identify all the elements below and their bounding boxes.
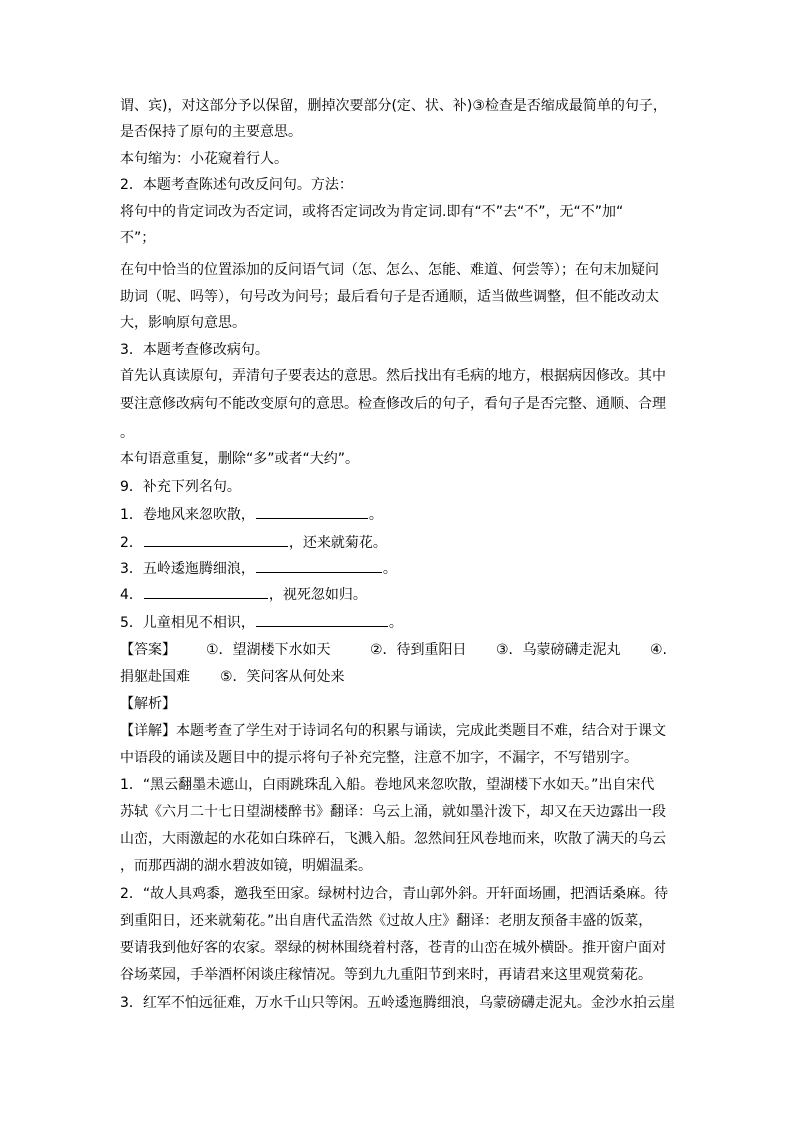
question-text: ，还来就菊花。 <box>288 535 387 551</box>
question-text: 1．卷地风来忽吹散， <box>120 507 255 523</box>
answer-blank <box>144 584 268 599</box>
text-line: 中语段的诵读及题目中的提示将句子补充完整，注意不加字，不漏字，不写错别字。 <box>120 750 638 766</box>
answer-item: ④. <box>650 642 668 658</box>
question-text: ，视死忽如归。 <box>268 587 367 603</box>
fill-question-5 <box>120 612 680 633</box>
question-text: 3．五岭逶迤腾细浪， <box>120 561 255 577</box>
answer-row <box>120 640 680 660</box>
fill-question-4 <box>120 584 680 605</box>
answer-item: ①．望湖楼下水如天 <box>206 642 331 658</box>
text-line: 【详解】本题考查了学生对于诗词名句的积累与诵读，完成此类题目不难，结合对于课文 <box>120 723 666 739</box>
text-line: 是否保持了原句的主要意思。 <box>120 124 302 140</box>
fill-question-3 <box>120 558 680 579</box>
text-line: 在句中恰当的位置添加的反问语气词（怎、怎么、怎能、难道、何尝等）；在句末加疑问 <box>120 262 659 278</box>
text-line: 3．红军不怕远征难，万水千山只等闲。五岭逶迤腾细浪，乌蒙磅礴走泥丸。金沙水拍云崖 <box>120 995 675 1011</box>
text-line: 2．本题考查陈述句改反问句。方法： <box>120 177 353 193</box>
answer-item: 捐躯赴国难 <box>120 669 190 685</box>
text-line: 大，影响原句意思。 <box>120 315 246 331</box>
question-title: 9．补充下列名句。 <box>120 479 241 495</box>
text-line: 要注意修改病句不能改变原句的意思。检查修改后的句子，看句子是否完整、通顺、合理 <box>120 396 666 412</box>
text-line: 山峦，大雨激起的水花如白珠碎石，飞溅入船。忽然间狂风卷地而来，吹散了满天的乌云 <box>120 831 666 847</box>
answer-blank <box>256 612 388 627</box>
text-line: 3．本题考查修改病句。 <box>120 342 269 358</box>
text-line: 本句语意重复，删除“多”或者“大约”。 <box>120 451 360 467</box>
fill-question-1 <box>120 504 680 525</box>
answer-label: 【答案】 <box>120 642 176 658</box>
text-line: 1．“黑云翻墨未遮山，白雨跳珠乱入船。卷地风来忽吹散，望湖楼下水如天。”出自宋代 <box>120 777 655 793</box>
analysis-label: 【解析】 <box>120 696 176 712</box>
text-line: 谷场菜园，手举酒杯闲谈庄稼情况。等到九九重阳节到来时，再请君来这里观赏菊花。 <box>120 967 652 983</box>
text-line: 要请我到他好客的农家。翠绿的树林围绕着村落，苍青的山峦在城外横卧。推开窗户面对 <box>120 940 666 956</box>
question-text: 4． <box>120 587 143 603</box>
text-line: 将句中的肯定词改为否定词，或将否定词改为肯定词.即有“不”去“不”，无“不”加“ <box>120 204 624 220</box>
question-text: 。 <box>388 615 403 631</box>
text-line: 苏轼《六月二十七日望湖楼醉书》翻译：乌云上涌，就如墨汁泼下，却又在天边露出一段 <box>120 804 666 820</box>
question-text: 2． <box>120 535 143 551</box>
text-line: 谓、宾)，对这部分予以保留，删掉次要部分(定、状、补)③检查是否缩成最简单的句子， <box>120 98 667 114</box>
answer-item: ⑤．笑问客从何处来 <box>220 669 345 685</box>
text-line: 到重阳日，还来就菊花。”出自唐代孟浩然《过故人庄》翻译：老朋友预备丰盛的饭菜， <box>120 913 653 929</box>
question-text: 。 <box>382 561 397 577</box>
answer-row-continued <box>120 667 680 687</box>
text-line: 不”； <box>120 230 156 246</box>
text-line: 2．“故人具鸡黍，邀我至田家。绿树村边合，青山郭外斜。开轩面场圃，把酒话桑麻。待 <box>120 886 669 902</box>
text-line: 首先认真读原句，弄清句子要表达的意思。然后找出有毛病的地方，根据病因修改。其中 <box>120 368 666 384</box>
text-line: 。 <box>120 425 134 441</box>
question-text: 5．儿童相见不相识， <box>120 615 255 631</box>
answer-blank <box>256 504 368 519</box>
answer-item: ③．乌蒙磅礴走泥丸 <box>496 642 621 658</box>
text-line: 助词（呢、吗等），句号改为问号；最后看句子是否通顺，适当做些调整，但不能改动太 <box>120 289 659 305</box>
text-line: 本句缩为：小花窥着行人。 <box>120 151 288 167</box>
answer-blank <box>256 558 382 573</box>
fill-question-2 <box>120 532 680 553</box>
text-line: ，而那西湖的湖水碧波如镜，明媚温柔。 <box>120 858 372 874</box>
question-text: 。 <box>368 507 383 523</box>
answer-blank <box>144 532 288 547</box>
answer-item: ②．待到重阳日 <box>370 642 467 658</box>
